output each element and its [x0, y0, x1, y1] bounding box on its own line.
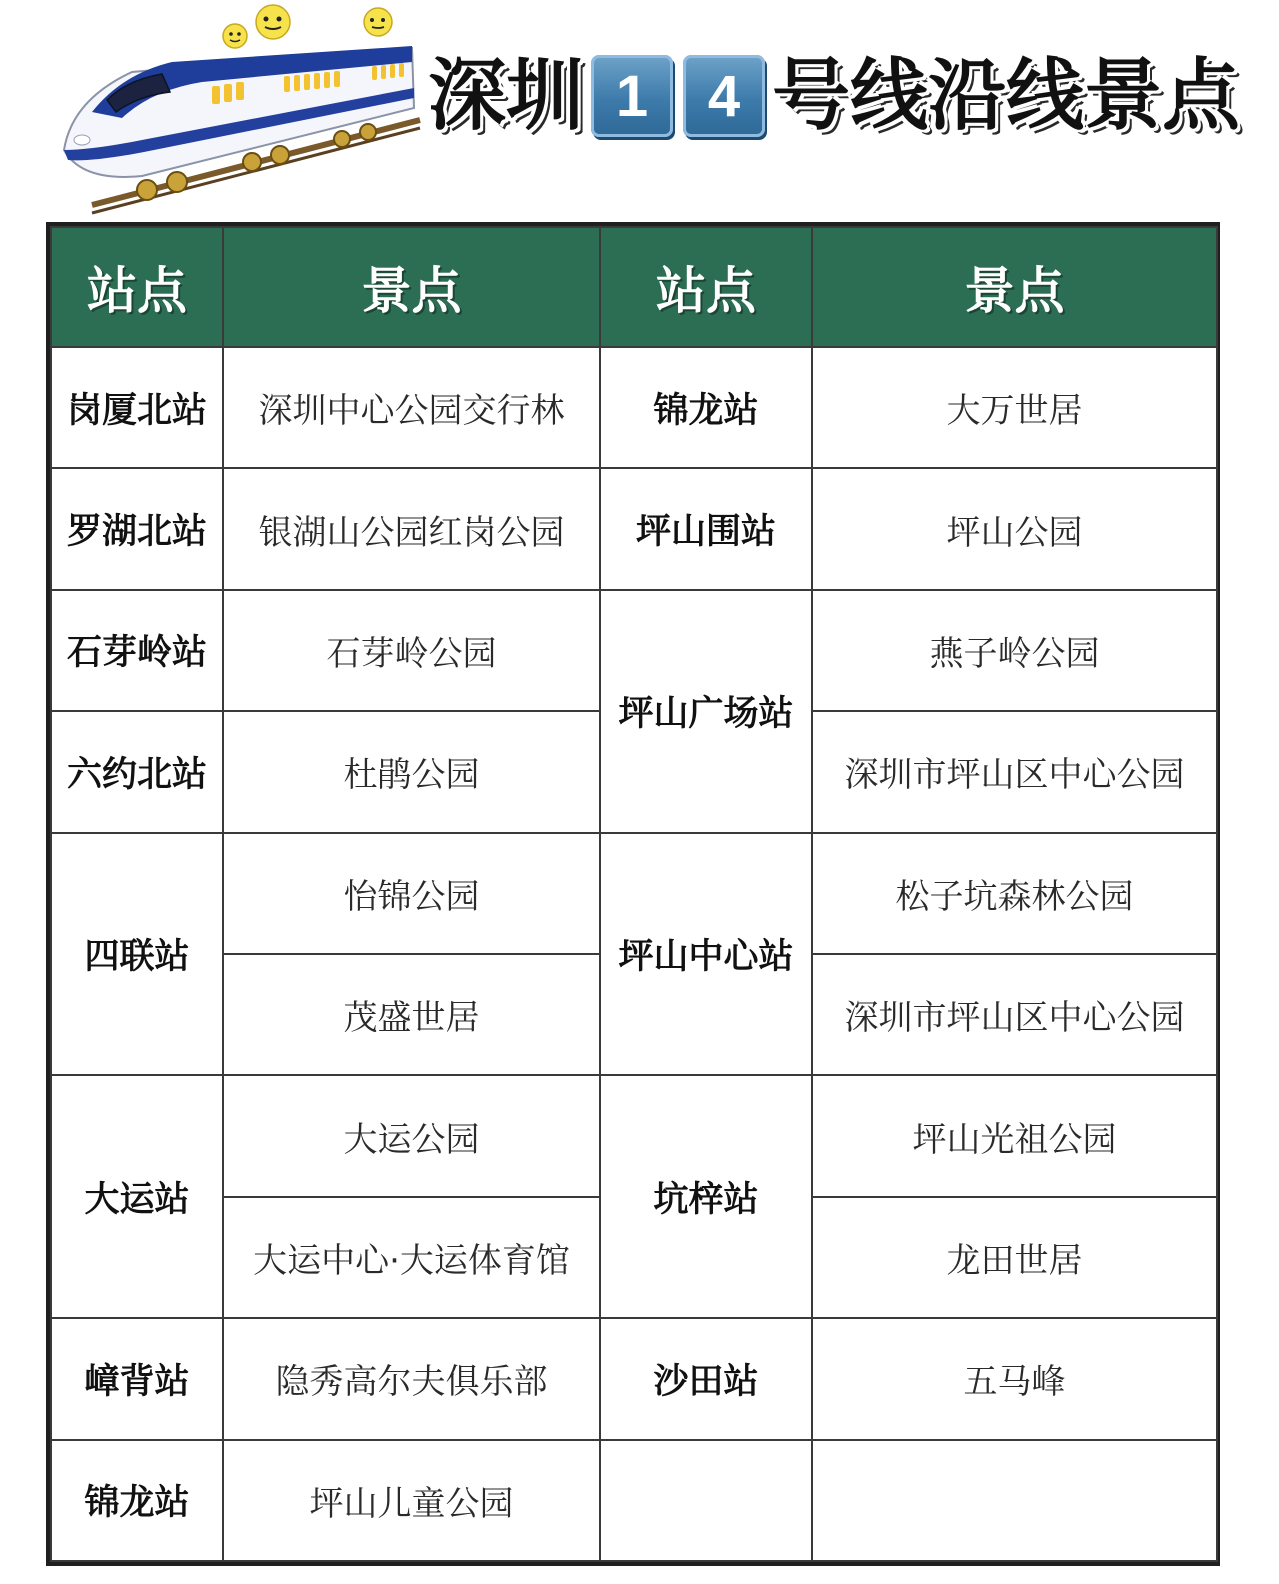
station-cell: 锦龙站	[600, 347, 812, 468]
emoji-face-icon	[256, 5, 290, 39]
station-cell: 六约北站	[51, 711, 223, 832]
empty-cell	[600, 1440, 812, 1561]
station-cell: 大运站	[51, 1075, 223, 1318]
table-row	[51, 833, 1217, 954]
header-spot-left: 景点	[223, 227, 600, 347]
station-cell: 锦龙站	[51, 1440, 223, 1561]
spot-cell: 深圳中心公园交行林	[223, 347, 600, 468]
header-station-left: 站点	[51, 227, 223, 347]
spot-cell: 大运中心·大运体育馆	[223, 1197, 600, 1318]
station-cell: 石芽岭站	[51, 590, 223, 711]
train-illustration	[52, 0, 422, 218]
spot-cell: 松子坑森林公园	[812, 833, 1217, 954]
emoji-face-icon	[223, 24, 247, 48]
table-row	[51, 468, 1217, 589]
station-cell: 坪山中心站	[600, 833, 812, 1076]
spot-cell: 坪山光祖公园	[812, 1075, 1217, 1196]
station-cell: 岗厦北站	[51, 347, 223, 468]
spot-cell: 大运公园	[223, 1075, 600, 1196]
spot-cell: 坪山公园	[812, 468, 1217, 589]
table-row	[51, 590, 1217, 711]
table-row	[51, 347, 1217, 468]
station-cell: 罗湖北站	[51, 468, 223, 589]
station-cell: 沙田站	[600, 1318, 812, 1439]
spot-cell: 坪山儿童公园	[223, 1440, 600, 1561]
station-cell: 坑梓站	[600, 1075, 812, 1318]
table-row	[51, 1440, 1217, 1561]
table-row	[51, 1075, 1217, 1196]
header-spot-right: 景点	[812, 227, 1217, 347]
spot-cell: 深圳市坪山区中心公园	[812, 954, 1217, 1075]
title-suffix: 号线沿线景点	[772, 51, 1241, 141]
spot-cell: 深圳市坪山区中心公园	[812, 711, 1217, 832]
station-cell: 嶂背站	[51, 1318, 223, 1439]
header-station-right: 站点	[600, 227, 812, 347]
spot-cell: 石芽岭公园	[223, 590, 600, 711]
digit-key-one: 1	[591, 55, 673, 137]
spot-cell: 杜鹃公园	[223, 711, 600, 832]
spot-cell: 燕子岭公园	[812, 590, 1217, 711]
attractions-table	[46, 222, 1220, 1566]
empty-cell	[812, 1440, 1217, 1561]
emoji-face-icon	[364, 8, 392, 36]
page-title	[428, 48, 1240, 144]
page-header	[0, 0, 1279, 222]
title-prefix: 深圳	[428, 51, 585, 141]
spot-cell: 银湖山公园红岗公园	[223, 468, 600, 589]
table-header-row	[51, 227, 1217, 347]
spot-cell: 隐秀高尔夫俱乐部	[223, 1318, 600, 1439]
station-cell: 坪山围站	[600, 468, 812, 589]
digit-key-four: 4	[683, 55, 765, 137]
station-cell: 坪山广场站	[600, 590, 812, 833]
spot-cell: 五马峰	[812, 1318, 1217, 1439]
table-row	[51, 1318, 1217, 1439]
station-cell: 四联站	[51, 833, 223, 1076]
spot-cell: 茂盛世居	[223, 954, 600, 1075]
spot-cell: 怡锦公园	[223, 833, 600, 954]
spot-cell: 龙田世居	[812, 1197, 1217, 1318]
spot-cell: 大万世居	[812, 347, 1217, 468]
